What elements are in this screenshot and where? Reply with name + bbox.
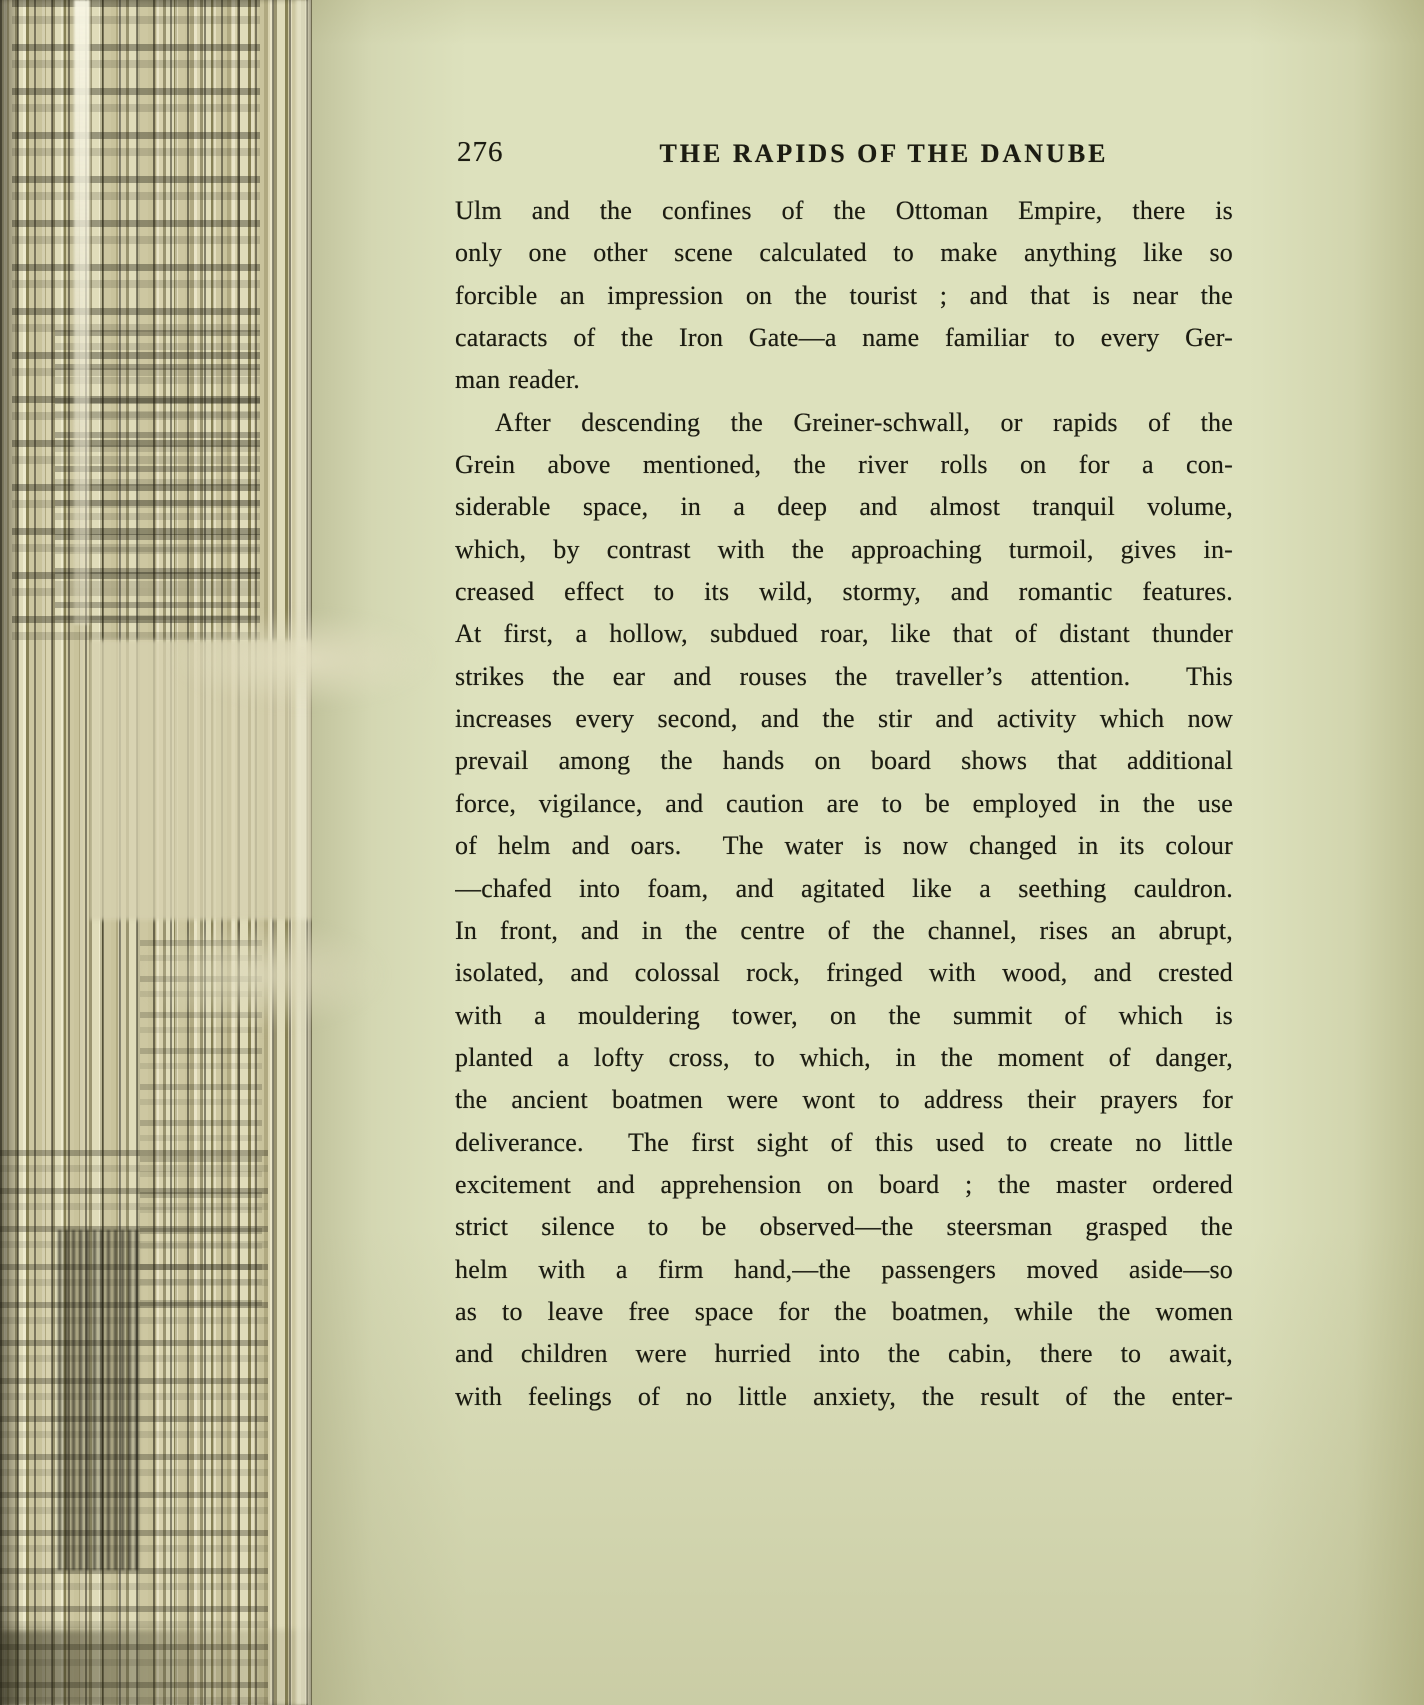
fore-edge-dark-cluster <box>58 1230 140 1570</box>
text-line-19: isolated, and colossal rock, fringed with wood, and crested <box>455 958 1233 988</box>
text-line-4: cataracts of the Iron Gate—a name familiar to every Ger- <box>455 323 1233 353</box>
fore-edge-highlight-stripe <box>74 0 90 625</box>
text-line-18: In front, and in the centre of the channel, rises an abrupt, <box>455 915 1233 945</box>
text-line-14: prevail among the hands on board shows that additional <box>455 746 1233 776</box>
text-line-28: and children were hurried into the cabin, there to await, <box>455 1339 1233 1369</box>
text-line-2: only one other scene calculated to make anything like so <box>455 238 1233 268</box>
book-fore-edge-pages <box>0 0 314 1705</box>
text-line-15: force, vigilance, and caution are to be employed in the use <box>455 788 1233 818</box>
page-number: 276 <box>457 136 504 168</box>
text-line-20: with a mouldering tower, on the summit of which is <box>455 1000 1233 1030</box>
text-line-24: excitement and apprehension on board ; the master ordered <box>455 1169 1233 1199</box>
text-line-11: At first, a hollow, subdued roar, like that of distant thunder <box>455 619 1233 649</box>
text-line-13: increases every second, and the stir and activity which now <box>455 704 1233 734</box>
text-line-3: forcible an impression on the tourist ; and that is near the <box>455 280 1233 310</box>
text-line-5: man reader. <box>455 365 580 395</box>
text-line-25: strict silence to be observed—the steersman grasped the <box>455 1212 1233 1242</box>
text-line-26: helm with a firm hand,—the passengers moved aside—so <box>455 1254 1233 1284</box>
text-line-17: —chafed into foam, and agitated like a seething cauldron. <box>455 873 1233 903</box>
running-title: THE RAPIDS OF THE DANUBE <box>659 139 1109 168</box>
text-line-12: strikes the ear and rouses the traveller’s attention. This <box>455 661 1233 691</box>
text-line-9: which, by contrast with the approaching turmoil, gives in- <box>455 534 1233 564</box>
fore-edge-light-middle <box>90 640 312 920</box>
text-line-1: Ulm and the confines of the Ottoman Empire, there is <box>455 196 1233 225</box>
text-line-22: the ancient boatmen were wont to address their prayers for <box>455 1085 1233 1115</box>
text-line-7: Grein above mentioned, the river rolls on for a con- <box>455 450 1233 480</box>
text-line-8: siderable space, in a deep and almost tranquil volume, <box>455 492 1233 522</box>
book-page <box>312 0 1424 1705</box>
fore-edge-page-boundary <box>296 0 307 1705</box>
text-line-29: with feelings of no little anxiety, the result of the enter- <box>455 1381 1233 1411</box>
body-text <box>455 196 1233 1424</box>
text-line-6: After descending the Greiner-schwall, or rapids of the <box>495 407 1233 437</box>
text-line-21: planted a lofty cross, to which, in the moment of danger, <box>455 1042 1233 1072</box>
text-line-16: of helm and oars. The water is now changed in its colour <box>455 831 1233 861</box>
text-line-23: deliverance. The first sight of this used to create no little <box>455 1127 1233 1157</box>
text-line-27: as to leave free space for the boatmen, while the women <box>455 1296 1233 1326</box>
text-line-10: creased effect to its wild, stormy, and romantic features. <box>455 577 1233 607</box>
